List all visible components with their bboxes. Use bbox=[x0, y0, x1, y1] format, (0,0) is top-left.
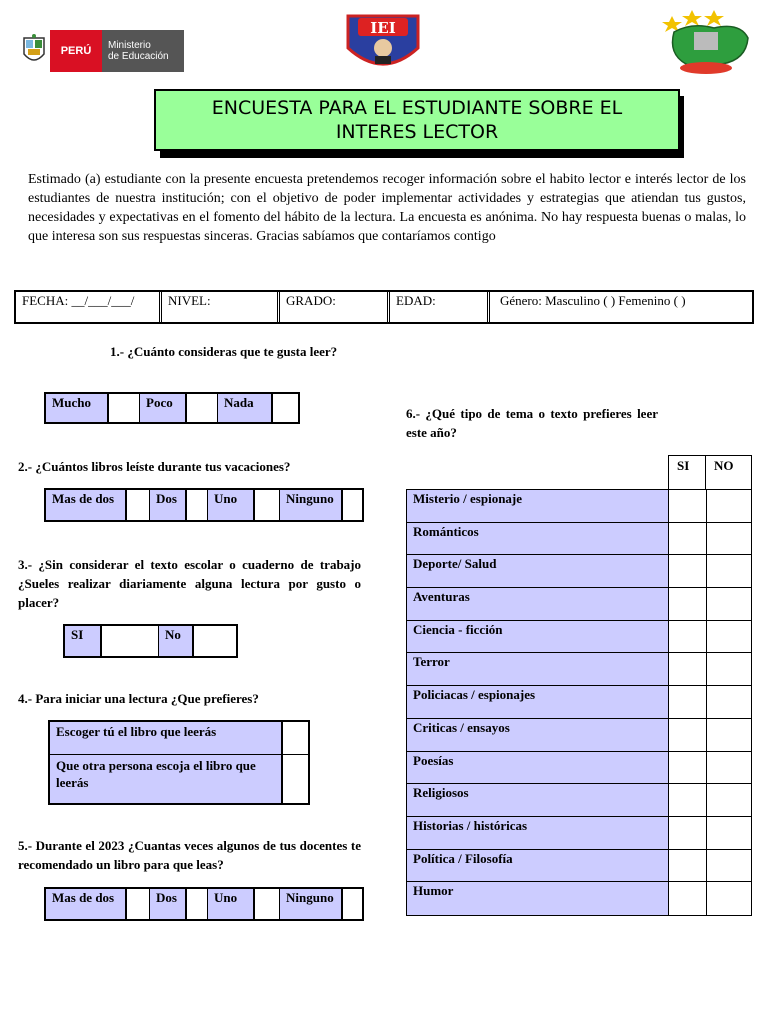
q3-option-label: SI bbox=[65, 626, 101, 656]
q6-si-checkbox[interactable] bbox=[669, 555, 707, 587]
iei-city: HUARIACA bbox=[368, 68, 398, 74]
q6-si-checkbox[interactable] bbox=[669, 719, 707, 751]
q6-si-checkbox[interactable] bbox=[669, 850, 707, 882]
q2-option-label: Ninguno bbox=[280, 490, 342, 520]
question-5: 5.- Durante el 2023 ¿Cuantas veces algunos de tus docentes te recomendado un libro para que leas? bbox=[18, 838, 361, 872]
q5-checkbox[interactable] bbox=[186, 889, 208, 919]
survey-title bbox=[154, 89, 680, 151]
q4-checkbox[interactable] bbox=[282, 755, 308, 803]
q3-option-label: No bbox=[159, 626, 193, 656]
q6-si-checkbox[interactable] bbox=[669, 817, 707, 849]
peru-coat-of-arms-icon bbox=[18, 30, 50, 72]
iei-school-logo bbox=[342, 12, 424, 76]
q6-si-checkbox[interactable] bbox=[669, 752, 707, 784]
q6-no-checkbox[interactable] bbox=[707, 621, 751, 653]
table-row bbox=[407, 752, 751, 785]
q1-checkbox[interactable] bbox=[186, 394, 218, 422]
q6-si-checkbox[interactable] bbox=[669, 490, 707, 522]
question-1: 1.- ¿Cuánto consideras que te gusta leer? bbox=[110, 344, 338, 359]
q2-option-label: Dos bbox=[150, 490, 186, 520]
ministry-line2: de Educación bbox=[108, 51, 169, 62]
edad-field[interactable]: EDAD: bbox=[390, 292, 490, 322]
q6-col-no: NO bbox=[706, 455, 752, 489]
q3-checkbox[interactable] bbox=[193, 626, 236, 656]
q5-option-label: Mas de dos bbox=[46, 889, 126, 919]
q6-topic-label: Aventuras bbox=[407, 588, 669, 620]
q4-option-label: Escoger tú el libro que leerás bbox=[50, 722, 282, 754]
q6-col-si: SI bbox=[668, 455, 706, 489]
nivel-field[interactable]: NIVEL: bbox=[162, 292, 280, 322]
grado-field[interactable]: GRADO: bbox=[280, 292, 390, 322]
fecha-field[interactable]: FECHA: __/___/___/ bbox=[16, 292, 162, 322]
q6-topic-label: Historias / históricas bbox=[407, 817, 669, 849]
q6-topic-label: Política / Filosofía bbox=[407, 850, 669, 882]
q6-no-checkbox[interactable] bbox=[707, 490, 751, 522]
district-emblem-logo bbox=[662, 8, 754, 78]
table-row bbox=[407, 523, 751, 556]
q6-topic-label: Religiosos bbox=[407, 784, 669, 816]
table-row bbox=[407, 850, 751, 883]
table-row bbox=[407, 686, 751, 719]
q6-topic-label: Ciencia - ficción bbox=[407, 621, 669, 653]
q6-no-checkbox[interactable] bbox=[707, 653, 751, 685]
q6-si-checkbox[interactable] bbox=[669, 653, 707, 685]
q6-no-checkbox[interactable] bbox=[707, 555, 751, 587]
table-row bbox=[407, 719, 751, 752]
q6-si-checkbox[interactable] bbox=[669, 621, 707, 653]
q6-no-checkbox[interactable] bbox=[707, 817, 751, 849]
q1-checkbox[interactable] bbox=[108, 394, 140, 422]
q6-topic-label: Terror bbox=[407, 653, 669, 685]
q6-topic-label: Humor bbox=[407, 882, 669, 915]
q4-options bbox=[48, 720, 310, 805]
q6-no-checkbox[interactable] bbox=[707, 719, 751, 751]
q6-si-checkbox[interactable] bbox=[669, 588, 707, 620]
peru-label: PERÚ bbox=[50, 30, 102, 72]
ministry-label bbox=[102, 30, 184, 72]
q2-option-label: Uno bbox=[208, 490, 254, 520]
q5-options bbox=[44, 887, 364, 921]
q2-checkbox[interactable] bbox=[342, 490, 362, 520]
q6-topic-label: Criticas / ensayos bbox=[407, 719, 669, 751]
table-row bbox=[407, 555, 751, 588]
q6-header bbox=[668, 455, 752, 489]
q5-checkbox[interactable] bbox=[342, 889, 362, 919]
q5-option-label: Ninguno bbox=[280, 889, 342, 919]
ministry-line1: Ministerio bbox=[108, 40, 151, 51]
iei-text: IEI bbox=[370, 19, 396, 37]
q6-topic-label: Poesías bbox=[407, 752, 669, 784]
q4-checkbox[interactable] bbox=[282, 722, 308, 754]
q6-topic-label: Deporte/ Salud bbox=[407, 555, 669, 587]
q2-checkbox[interactable] bbox=[254, 490, 280, 520]
table-row bbox=[407, 588, 751, 621]
q6-topic-label: Misterio / espionaje bbox=[407, 490, 669, 522]
q6-topic-label: Policiacas / espionajes bbox=[407, 686, 669, 718]
intro-paragraph: Estimado (a) estudiante con la presente encuesta pretendemos recoger información sobre el habito lector e interés lector de los estudiantes de nuestra institución; con el objetivo de poder implementar actividades y estrategias que atiendan tus gustos, necesidades y expectativas en el fomento del hábito de la lectura. La encuesta es anónima. No hay respuesta buenas o malas, lo que interesa son sus respuestas sinceras. Gracias sabíamos que contaríamos contigo bbox=[28, 172, 746, 244]
peru-ministry-logo bbox=[18, 30, 184, 72]
q6-no-checkbox[interactable] bbox=[707, 784, 751, 816]
q6-si-checkbox[interactable] bbox=[669, 686, 707, 718]
q5-checkbox[interactable] bbox=[254, 889, 280, 919]
q3-checkbox[interactable] bbox=[101, 626, 159, 656]
q6-si-checkbox[interactable] bbox=[669, 882, 707, 915]
q1-option-label: Poco bbox=[140, 394, 186, 422]
title-line2: INTERES LECTOR bbox=[335, 121, 499, 143]
q5-option-label: Dos bbox=[150, 889, 186, 919]
question-6: 6.- ¿Qué tipo de tema o texto prefieres leer este año? bbox=[406, 406, 658, 440]
q2-option-label: Mas de dos bbox=[46, 490, 126, 520]
table-row bbox=[407, 784, 751, 817]
question-2: 2.- ¿Cuántos libros leíste durante tus vacaciones? bbox=[18, 459, 291, 474]
table-row bbox=[407, 490, 751, 523]
table-row bbox=[407, 817, 751, 850]
q6-topic-table bbox=[406, 489, 752, 916]
table-row bbox=[407, 621, 751, 654]
question-3: 3.- ¿Sin considerar el texto escolar o cuaderno de trabajo ¿Sueles realizar diariamente alguna lectura por gusto o placer? bbox=[18, 557, 361, 610]
q2-checkbox[interactable] bbox=[126, 490, 150, 520]
q6-no-checkbox[interactable] bbox=[707, 850, 751, 882]
q6-no-checkbox[interactable] bbox=[707, 882, 751, 915]
q3-options bbox=[63, 624, 238, 658]
q6-si-checkbox[interactable] bbox=[669, 523, 707, 555]
table-row bbox=[407, 653, 751, 686]
student-info-table bbox=[14, 290, 754, 324]
q1-checkbox[interactable] bbox=[272, 394, 298, 422]
q6-no-checkbox[interactable] bbox=[707, 752, 751, 784]
q4-option-label: Que otra persona escoja el libro que leerás bbox=[50, 755, 282, 803]
q6-si-checkbox[interactable] bbox=[669, 784, 707, 816]
q1-options bbox=[44, 392, 300, 424]
q2-options bbox=[44, 488, 364, 522]
q5-checkbox[interactable] bbox=[126, 889, 150, 919]
q6-no-checkbox[interactable] bbox=[707, 588, 751, 620]
question-4: 4.- Para iniciar una lectura ¿Que prefieres? bbox=[18, 691, 259, 706]
genero-field[interactable]: Género: Masculino ( ) Femenino ( ) bbox=[500, 293, 686, 308]
table-row bbox=[407, 882, 751, 915]
q6-topic-label: Románticos bbox=[407, 523, 669, 555]
q1-option-label: Nada bbox=[218, 394, 272, 422]
q6-no-checkbox[interactable] bbox=[707, 686, 751, 718]
q5-option-label: Uno bbox=[208, 889, 254, 919]
q1-option-label: Mucho bbox=[46, 394, 108, 422]
q6-no-checkbox[interactable] bbox=[707, 523, 751, 555]
q2-checkbox[interactable] bbox=[186, 490, 208, 520]
title-line1: ENCUESTA PARA EL ESTUDIANTE SOBRE EL bbox=[211, 97, 623, 119]
